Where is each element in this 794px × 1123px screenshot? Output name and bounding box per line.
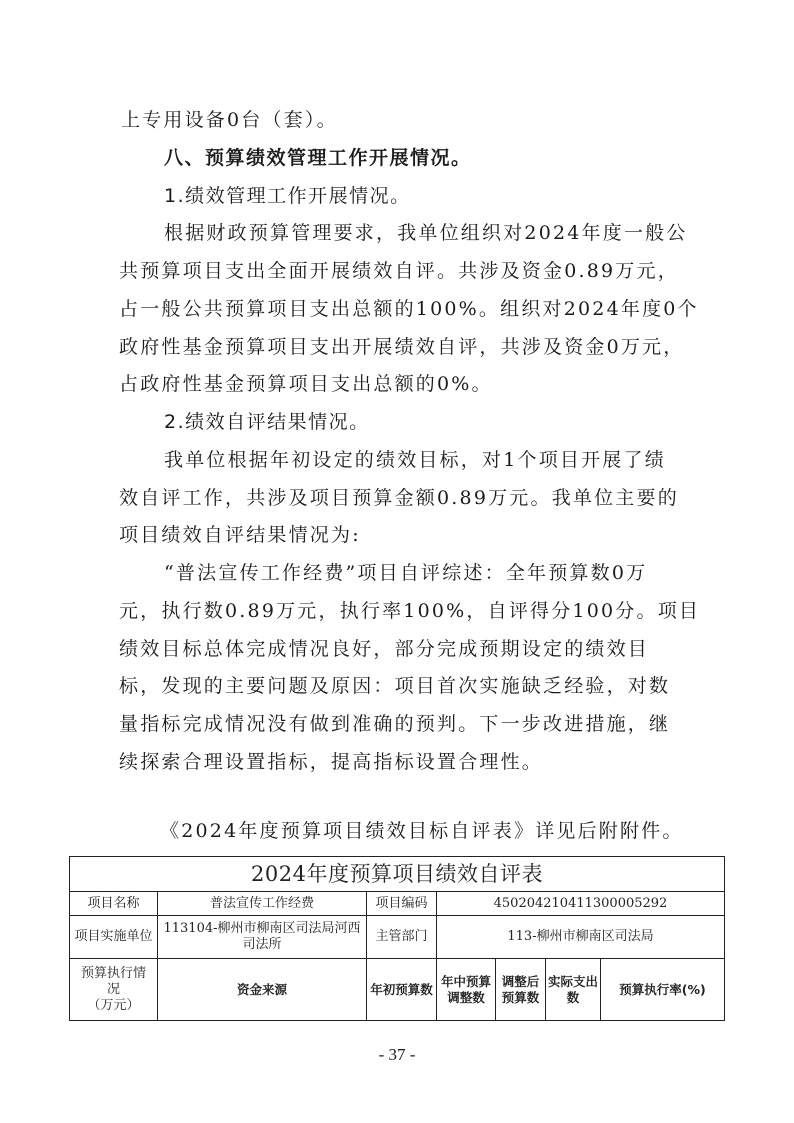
attachment-note: 《2024年度预算项目绩效目标自评表》详见后附附件。 <box>160 820 684 842</box>
label-budget-execution <box>70 959 158 1021</box>
text-line: 效自评工作，共涉及项目预算金额0.89万元。我单位主要的 <box>119 487 679 509</box>
text-line: 续探索合理设置指标，提高指标设置合理性。 <box>119 751 544 773</box>
label-implementing-unit: 项目实施单位 <box>70 916 158 959</box>
text-line: 我单位根据年初设定的绩效目标，对1个项目开展了绩 <box>164 449 666 471</box>
text-line: 占政府性基金预算项目支出总额的0%。 <box>119 373 493 395</box>
header-fund-source: 资金来源 <box>158 959 367 1021</box>
text-line: 元，执行数0.89万元，执行率100%，自评得分100分。项目 <box>119 600 701 622</box>
table-title: 2024年度预算项目绩效自评表 <box>70 857 725 892</box>
value-supervising-dept: 113-柳州市柳南区司法局 <box>437 916 725 959</box>
label-line: 预算执行情 <box>80 965 146 981</box>
section-heading: 八、预算绩效管理工作开展情况。 <box>164 147 472 169</box>
label-line: 况 <box>106 981 120 997</box>
header-initial-budget: 年初预算数 <box>367 959 437 1021</box>
table-header-row <box>70 959 725 1021</box>
subsection-heading: 2.绩效自评结果情况。 <box>164 411 370 433</box>
table-row <box>70 916 725 959</box>
value-implementing-unit: 113104-柳州市柳南区司法局河西司法所 <box>158 916 367 959</box>
label-supervising-dept: 主管部门 <box>367 916 437 959</box>
page-number: - 37 - <box>378 1045 416 1064</box>
text-line: 占一般公共预算项目支出总额的100%。组织对2024年度0个 <box>119 298 699 320</box>
text-line: 上专用设备0台（套）。 <box>121 109 338 131</box>
table-title-row <box>70 857 725 892</box>
label-line: （万元） <box>87 997 140 1013</box>
header-actual-expenditure: 实际支出数 <box>546 959 601 1021</box>
label-project-code: 项目编码 <box>367 892 437 916</box>
subsection-heading: 1.绩效管理工作开展情况。 <box>164 185 411 207</box>
value-project-name: 普法宣传工作经费 <box>158 892 367 916</box>
text-line: 政府性基金预算项目支出开展绩效自评，共涉及资金0万元， <box>119 336 685 358</box>
value-project-code: 450204210411300005292 <box>437 892 725 916</box>
header-midyear-adjustment: 年中预算调整数 <box>437 959 496 1021</box>
label-project-name: 项目名称 <box>70 892 158 916</box>
text-line: “普法宣传工作经费”项目自评综述：全年预算数0万 <box>164 562 648 584</box>
table-row <box>70 892 725 916</box>
text-line: 项目绩效自评结果情况为: <box>119 524 361 546</box>
text-line: 绩效目标总体完成情况良好，部分完成预期设定的绩效目 <box>119 638 650 660</box>
header-execution-rate: 预算执行率(%) <box>601 959 725 1021</box>
performance-evaluation-table <box>69 856 725 1021</box>
text-line: 共预算项目支出全面开展绩效自评。共涉及资金0.89万元， <box>119 260 679 282</box>
text-line: 标，发现的主要问题及原因：项目首次实施缺乏经验，对数 <box>119 675 671 697</box>
text-line: 根据财政预算管理要求，我单位组织对2024年度一般公 <box>164 222 688 244</box>
header-adjusted-budget: 调整后预算数 <box>496 959 546 1021</box>
text-line: 量指标完成情况没有做到准确的预判。下一步改进措施，继 <box>119 713 671 735</box>
